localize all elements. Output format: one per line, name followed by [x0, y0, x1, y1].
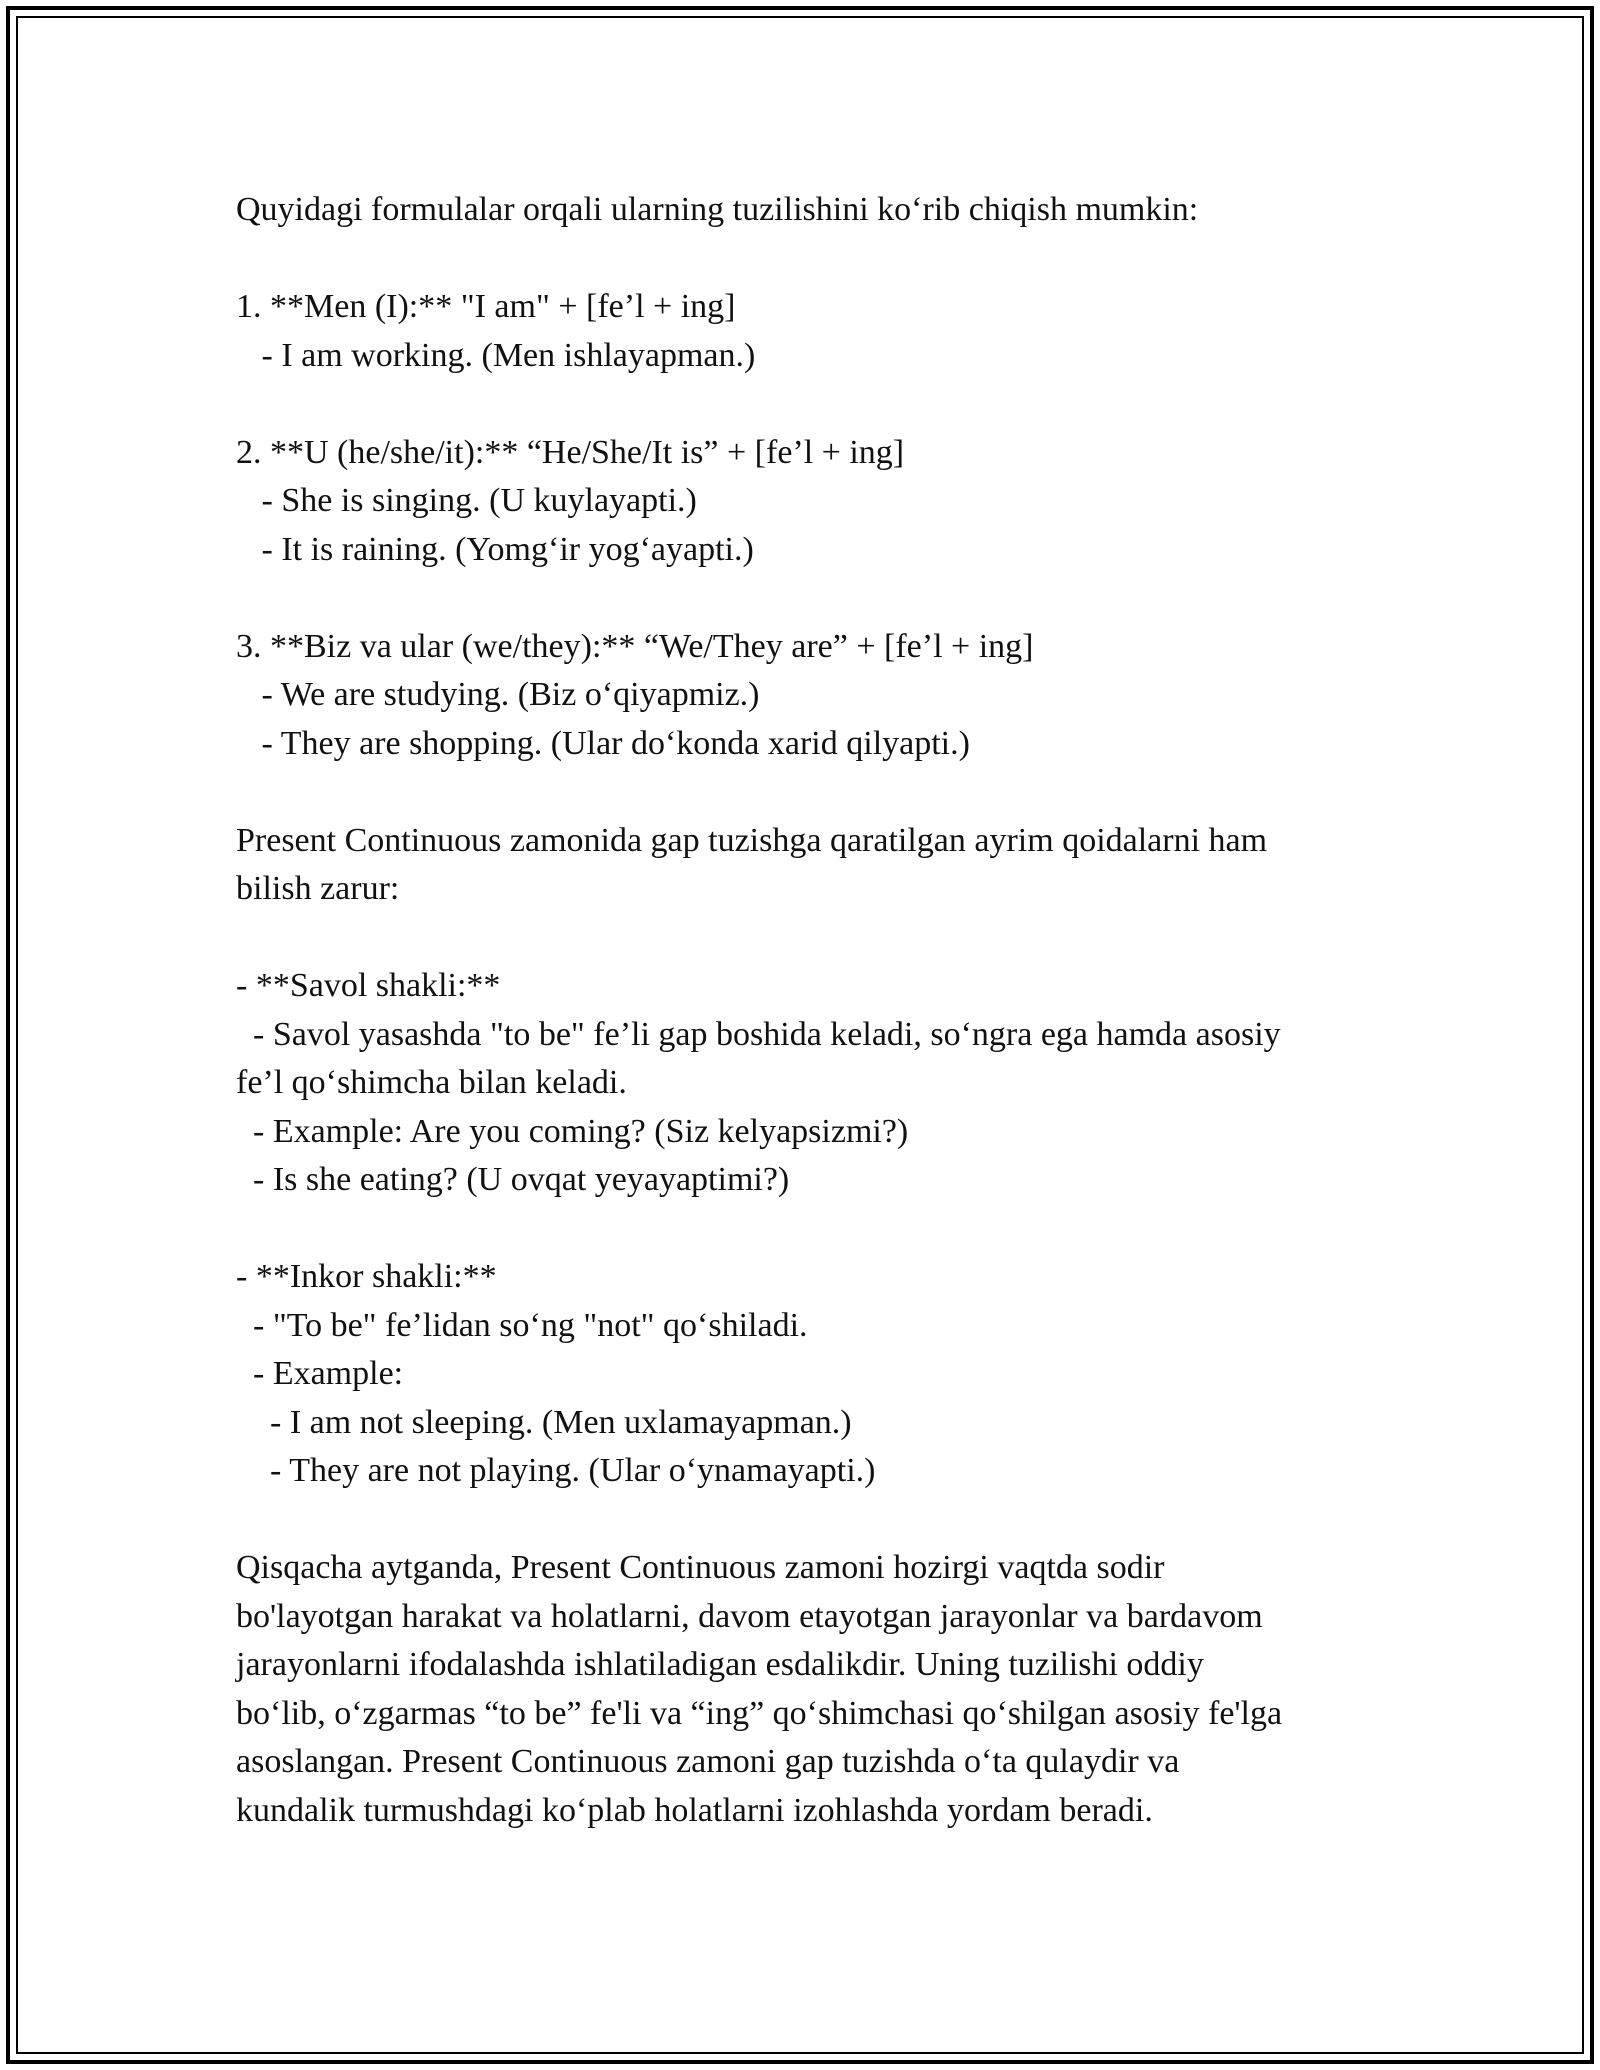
- text-line: 3. **Biz va ular (we/they):** “We/They are” + [fe’l + ing]: [236, 627, 1034, 665]
- text-line: asoslangan. Present Continuous zamoni gap tuzishda o‘ta qulaydir va: [236, 1743, 1180, 1780]
- text-line: - Savol yasashda "to be" fe’li gap boshida keladi, so‘ngra ega hamda asosiy: [236, 1015, 1281, 1053]
- text-line: - **Inkor shakli:**: [236, 1258, 497, 1295]
- blank-line: [236, 380, 1376, 429]
- text-line: - I am working. (Men ishlayapman.): [236, 336, 756, 374]
- text-line: - They are shopping. (Ular do‘konda xarid qilyapti.): [236, 724, 970, 762]
- text-line: - Example: Are you coming? (Siz kelyapsizmi?): [236, 1112, 909, 1150]
- text-line: - It is raining. (Yomg‘ir yog‘ayapti.): [236, 530, 754, 568]
- text-line: Qisqacha aytganda, Present Continuous zamoni hozirgi vaqtda sodir: [236, 1549, 1165, 1586]
- text-line: bo'layotgan harakat va holatlarni, davom etayotgan jarayonlar va bardavom: [236, 1597, 1263, 1635]
- text-line: Present Continuous zamonida gap tuzishga qaratilgan ayrim qoidalarni ham: [236, 821, 1268, 859]
- blank-line: [236, 574, 1376, 623]
- text-line: - Is she eating? (U ovqat yeyayaptimi?): [236, 1161, 790, 1198]
- text-line: kundalik turmushdagi ko‘plab holatlarni izohlashda yordam beradi.: [236, 1791, 1153, 1829]
- text-line: - I am not sleeping. (Men uxlamayapman.): [236, 1403, 852, 1441]
- blank-line: [236, 914, 1376, 963]
- text-line: Quyidagi formulalar orqali ularning tuzilishini ko‘rib chiqish mumkin:: [236, 191, 1199, 228]
- text-line: jarayonlarni ifodalashda ishlatiladigan esdalikdir. Uning tuzilishi oddiy: [236, 1646, 1204, 1683]
- document-body: [236, 186, 1376, 1835]
- text-line: - "To be" fe’lidan so‘ng "not" qo‘shiladi.: [236, 1306, 808, 1344]
- blank-line: [236, 235, 1376, 284]
- blank-line: [236, 768, 1376, 817]
- text-line: - Example:: [236, 1355, 404, 1392]
- text-line: - **Savol shakli:**: [236, 967, 501, 1004]
- text-line: - They are not playing. (Ular o‘ynamayapti.): [236, 1452, 876, 1489]
- blank-line: [236, 1496, 1376, 1545]
- text-line: 1. **Men (I):** "I am" + [fe’l + ing]: [236, 288, 736, 325]
- text-line: - We are studying. (Biz o‘qiyapmiz.): [236, 676, 760, 713]
- text-line: fe’l qo‘shimcha bilan keladi.: [236, 1064, 627, 1101]
- text-line: bo‘lib, o‘zgarmas “to be” fe'li va “ing” qo‘shimchasi qo‘shilgan asosiy fe'lga: [236, 1694, 1283, 1732]
- blank-line: [236, 1205, 1376, 1254]
- text-line: 2. **U (he/she/it):** “He/She/It is” + [fe’l + ing]: [236, 433, 905, 471]
- text-line: bilish zarur:: [236, 870, 400, 907]
- text-line: - She is singing. (U kuylayapti.): [236, 482, 697, 519]
